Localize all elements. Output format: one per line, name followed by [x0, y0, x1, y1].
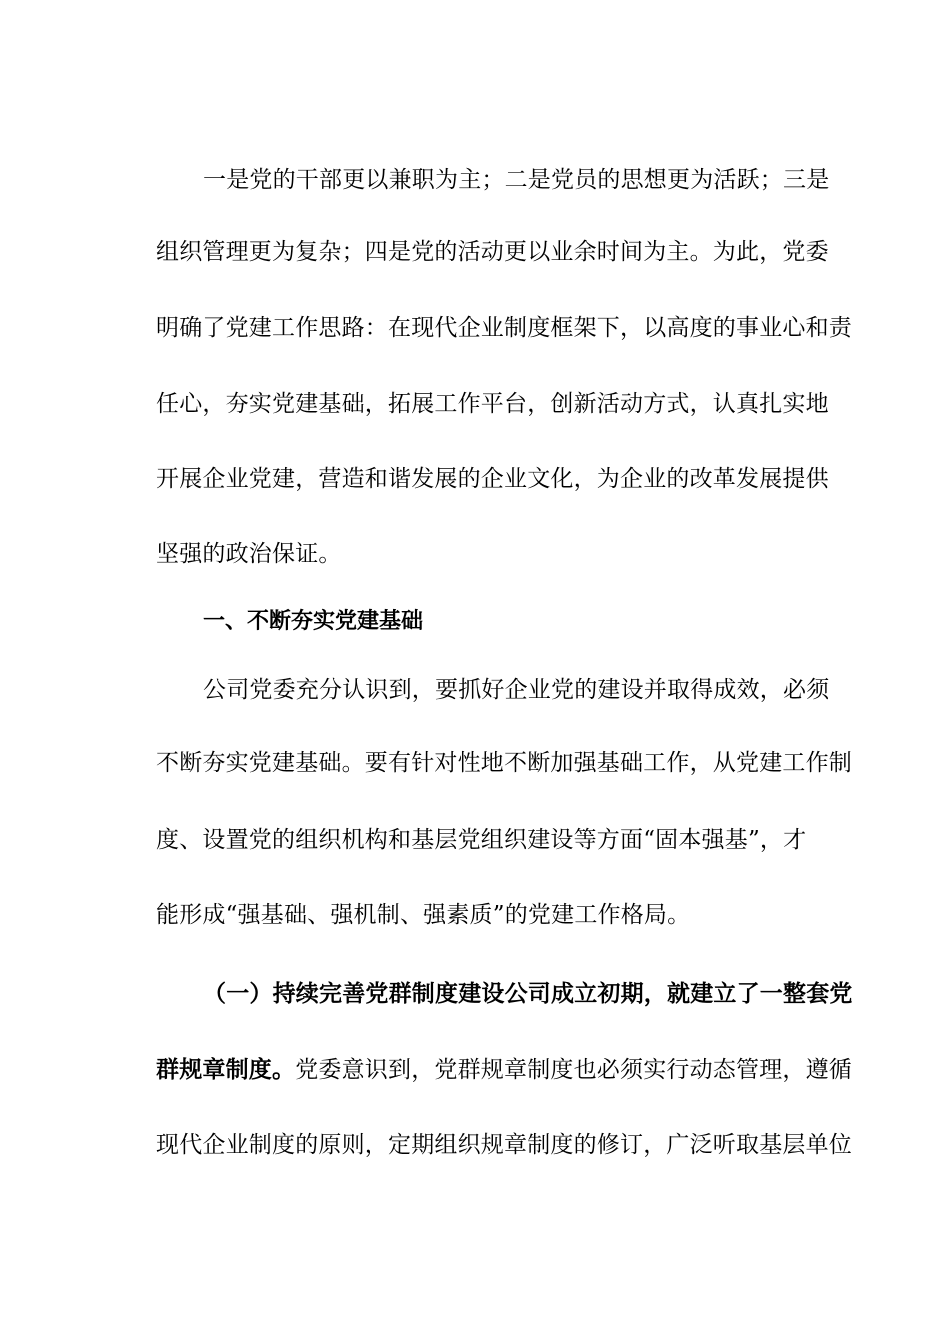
paragraph-1-line-3: 明确了党建工作思路：在现代企业制度框架下，以高度的事业心和责 — [156, 315, 852, 341]
section-heading: 一、不断夯实党建基础 — [203, 609, 424, 634]
paragraph-3-line-2 — [156, 1052, 853, 1088]
paragraph-1-line-1: 一是党的干部更以兼职为主；二是党员的思想更为活跃；三是 — [203, 167, 830, 193]
paragraph-2-line-2: 不断夯实党建基础。要有针对性地不断加强基础工作，从党建工作制 — [156, 750, 852, 776]
paragraph-3-line-2-rest: 党委意识到，党群规章制度也必须实行动态管理，遵循 — [295, 1057, 853, 1083]
paragraph-1-line-2: 组织管理更为复杂；四是党的活动更以业余时间为主。为此，党委 — [156, 239, 829, 265]
paragraph-1-line-4: 任心，夯实党建基础，拓展工作平台，创新活动方式，认真扎实地 — [156, 391, 829, 417]
paragraph-2-line-4: 能形成“强基础、强机制、强素质”的党建工作格局。 — [156, 902, 691, 928]
paragraph-1-line-6: 坚强的政治保证。 — [156, 541, 342, 567]
paragraph-3-line-2-bold: 群规章制度。 — [156, 1057, 296, 1083]
paragraph-2-line-1: 公司党委充分认识到，要抓好企业党的建设并取得成效，必须 — [203, 677, 830, 703]
paragraph-3-line-1: （一）持续完善党群制度建设公司成立初期，就建立了一整套党 — [203, 981, 853, 1007]
paragraph-2-line-3: 度、设置党的组织机构和基层党组织建设等方面“固本强基”，才 — [156, 827, 807, 853]
paragraph-3-line-3: 现代企业制度的原则，定期组织规章制度的修订，广泛听取基层单位 — [156, 1132, 852, 1158]
paragraph-1-line-5: 开展企业党建，营造和谐发展的企业文化，为企业的改革发展提供 — [156, 466, 829, 492]
